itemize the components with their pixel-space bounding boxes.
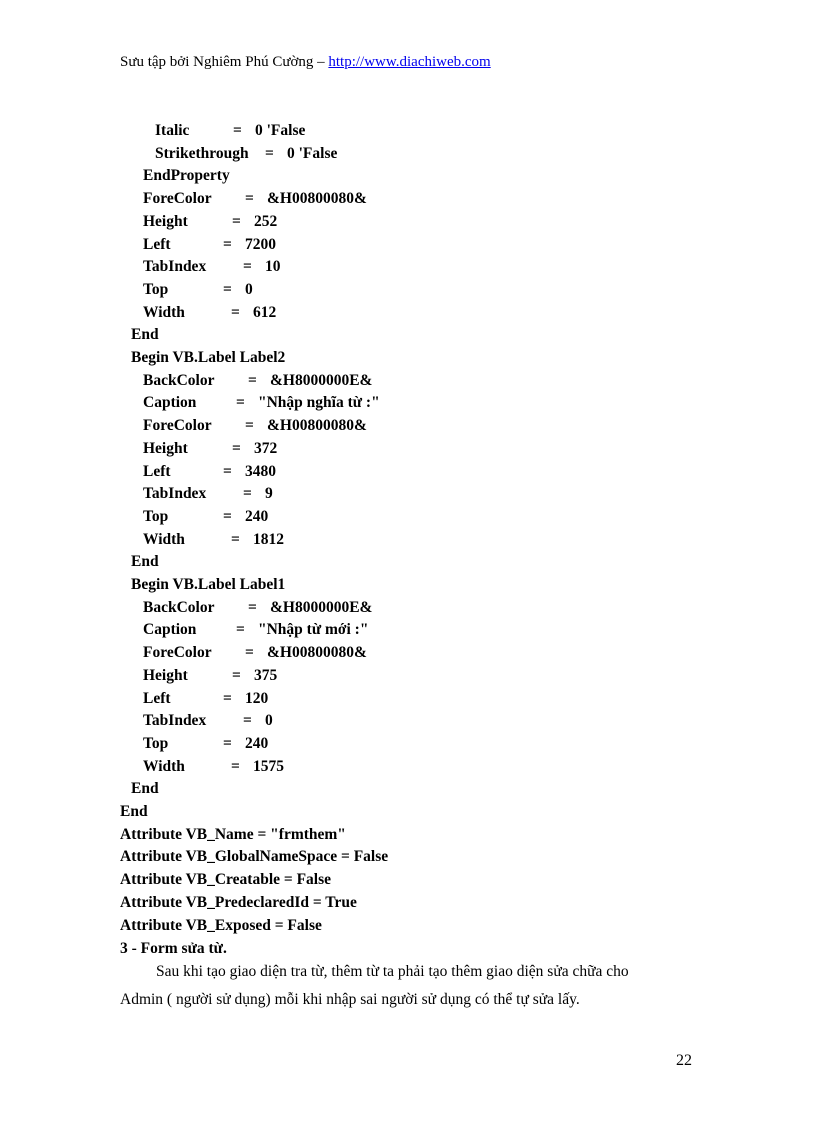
code-line xyxy=(143,211,277,233)
equals-sign: = xyxy=(223,235,232,253)
property-value: 0 'False xyxy=(287,144,338,162)
property-name: TabIndex xyxy=(143,258,207,276)
section-title: 3 - Form sửa từ. xyxy=(120,940,227,957)
property-name: ForeColor xyxy=(143,190,212,208)
code-line: Attribute VB_Name = "frmthem" xyxy=(120,825,346,843)
code-line xyxy=(143,302,276,324)
paragraph-line-2: Admin ( người sử dụng) mỗi khi nhập sai người sử dụng có thể tự sửa lấy. xyxy=(120,991,580,1008)
property-value: 9 xyxy=(265,485,273,503)
equals-sign: = xyxy=(245,190,254,208)
page-number: 22 xyxy=(676,1052,692,1069)
equals-sign: = xyxy=(233,122,242,139)
code-line xyxy=(143,483,273,505)
property-name: Width xyxy=(143,757,185,775)
code-line xyxy=(143,438,277,460)
code-line xyxy=(155,120,305,142)
header-text: Sưu tập bởi Nghiêm Phú Cường – xyxy=(120,54,329,70)
code-line xyxy=(143,415,367,437)
code-line xyxy=(143,461,276,483)
equals-sign: = xyxy=(223,734,232,752)
property-name: BackColor xyxy=(143,598,215,616)
code-line xyxy=(143,619,368,641)
property-name: ForeColor xyxy=(143,644,212,662)
property-name: TabIndex xyxy=(143,712,207,730)
property-value: 1575 xyxy=(253,757,284,775)
code-line: Attribute VB_GlobalNameSpace = False xyxy=(120,848,389,866)
property-value: &H00800080& xyxy=(267,417,367,435)
property-name: Left xyxy=(143,689,171,707)
equals-sign: = xyxy=(223,462,232,480)
property-value: 0 xyxy=(265,712,273,730)
equals-sign: = xyxy=(245,417,254,435)
code-line xyxy=(143,733,268,755)
code-line: End xyxy=(131,780,159,798)
code-line xyxy=(143,688,268,710)
code-line xyxy=(143,256,281,278)
property-name: Strikethrough xyxy=(155,144,249,162)
equals-sign: = xyxy=(223,507,232,525)
property-name: Top xyxy=(143,734,169,752)
code-line xyxy=(143,279,253,301)
code-line xyxy=(143,188,367,210)
code-line: Attribute VB_PredeclaredId = True xyxy=(120,893,357,911)
equals-sign: = xyxy=(231,303,240,321)
equals-sign: = xyxy=(236,394,245,412)
code-line: End xyxy=(131,326,159,344)
property-name: TabIndex xyxy=(143,485,207,503)
property-name: Width xyxy=(143,530,185,548)
property-value: 240 xyxy=(245,507,269,525)
property-value: 10 xyxy=(265,258,281,276)
equals-sign: = xyxy=(223,280,232,298)
equals-sign: = xyxy=(243,258,252,276)
property-value: 0 'False xyxy=(255,122,306,139)
page-header xyxy=(120,54,491,71)
property-name: Caption xyxy=(143,394,197,412)
equals-sign: = xyxy=(232,439,241,457)
property-value: 612 xyxy=(253,303,277,321)
code-line xyxy=(143,234,276,256)
property-name: Height xyxy=(143,212,188,230)
code-line xyxy=(143,529,284,551)
property-value: 3480 xyxy=(245,462,276,480)
code-line xyxy=(143,756,284,778)
property-value: 7200 xyxy=(245,235,276,253)
equals-sign: = xyxy=(223,689,232,707)
code-line xyxy=(143,506,268,528)
equals-sign: = xyxy=(231,757,240,775)
equals-sign: = xyxy=(248,371,257,389)
property-name: Italic xyxy=(155,122,190,139)
property-value: 252 xyxy=(254,212,278,230)
equals-sign: = xyxy=(231,530,240,548)
property-value: 1812 xyxy=(253,530,284,548)
property-value: &H00800080& xyxy=(267,644,367,662)
header-link[interactable]: http://www.diachiweb.com xyxy=(328,54,491,70)
property-value: &H8000000E& xyxy=(270,598,373,616)
equals-sign: = xyxy=(232,212,241,230)
property-name: Height xyxy=(143,666,188,684)
code-line: End xyxy=(131,553,159,571)
code-line xyxy=(143,642,367,664)
property-value: "Nhập từ mới :" xyxy=(258,621,369,639)
code-line: Attribute VB_Exposed = False xyxy=(120,916,322,934)
equals-sign: = xyxy=(245,644,254,662)
property-name: ForeColor xyxy=(143,417,212,435)
code-line: Begin VB.Label Label1 xyxy=(131,576,286,593)
property-value: "Nhập nghĩa từ :" xyxy=(258,394,380,412)
code-line xyxy=(143,392,380,414)
property-name: Top xyxy=(143,507,169,525)
property-name: Left xyxy=(143,235,171,253)
equals-sign: = xyxy=(243,712,252,730)
property-value: 372 xyxy=(254,439,278,457)
property-value: 375 xyxy=(254,666,278,684)
code-line: EndProperty xyxy=(143,167,230,185)
code-line xyxy=(143,710,273,732)
property-value: &H8000000E& xyxy=(270,371,373,389)
code-line xyxy=(155,143,337,165)
code-line: End xyxy=(120,803,148,820)
property-name: Width xyxy=(143,303,185,321)
property-value: &H00800080& xyxy=(267,190,367,208)
equals-sign: = xyxy=(265,144,274,162)
equals-sign: = xyxy=(243,485,252,503)
property-name: Caption xyxy=(143,621,197,639)
property-value: 0 xyxy=(245,280,253,298)
property-name: Height xyxy=(143,439,188,457)
paragraph-line-1: Sau khi tạo giao diện tra từ, thêm từ ta phải tạo thêm giao diện sửa chữa cho xyxy=(156,963,629,980)
code-line xyxy=(143,665,277,687)
property-name: Left xyxy=(143,462,171,480)
equals-sign: = xyxy=(232,666,241,684)
property-value: 240 xyxy=(245,734,269,752)
code-line xyxy=(143,597,372,619)
code-line: Begin VB.Label Label2 xyxy=(131,349,286,366)
code-line xyxy=(143,370,372,392)
property-value: 120 xyxy=(245,689,269,707)
equals-sign: = xyxy=(236,621,245,639)
property-name: BackColor xyxy=(143,371,215,389)
code-line: Attribute VB_Creatable = False xyxy=(120,871,332,889)
property-name: Top xyxy=(143,280,169,298)
equals-sign: = xyxy=(248,598,257,616)
